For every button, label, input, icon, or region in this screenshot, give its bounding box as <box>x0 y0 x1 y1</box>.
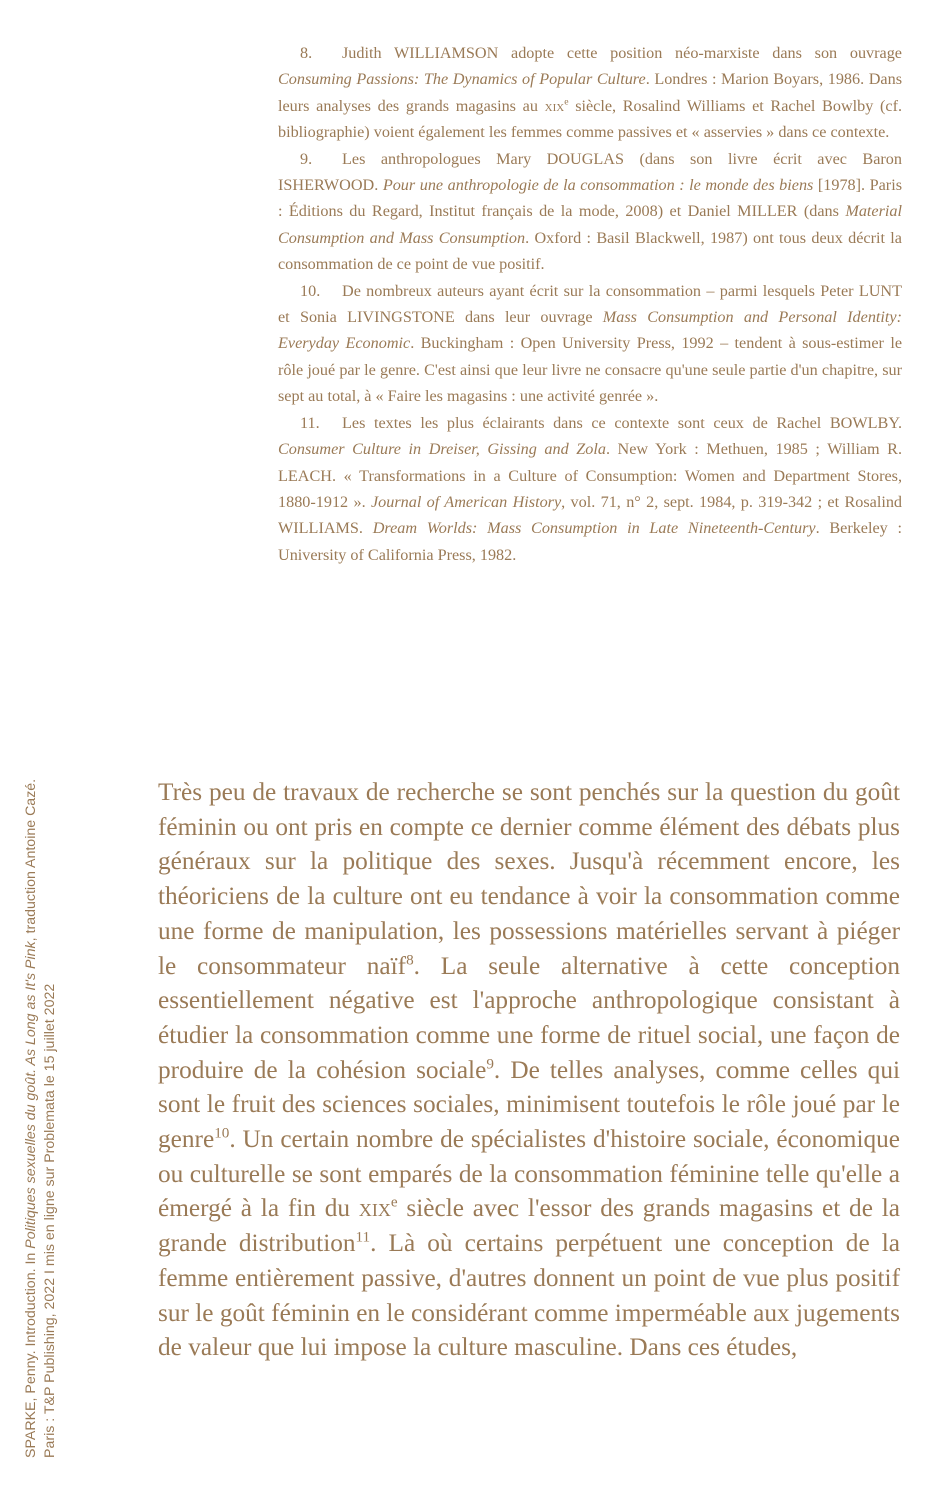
citation-line-1: SPARKE, Penny. Introduction. In Politiques sexuelles du goût. As Long as It's Pink, traduction Antoine Cazé. <box>23 778 39 1458</box>
footnote-8: 8. Judith WILLIAMSON adopte cette position néo-marxiste dans son ouvrage Consuming Passions: The Dynamics of Popular Culture. Londres : Marion Boyars, 1986. Dans leurs analyses des grands magasins au xix$^e$ siècle, Rosalind Williams et Rachel Bowlby (cf. bibliographie) voient également les femmes comme passives et « asservies » dans ce contexte. <box>278 40 902 146</box>
footnote-number: 8. <box>300 44 313 62</box>
footnote-ref-9[interactable]: 9 <box>486 1055 494 1073</box>
footnote-9: 9. Les anthropologues Mary DOUGLAS (dans son livre écrit avec Baron ISHERWOOD. Pour une anthropologie de la consommation : le monde des biens [1978]. Paris : Éditions du Regard, Institut français de la mode, 2008) et Daniel MILLER (dans Material Consumption and Mass Consumption. Oxford : Basil Blackwell, 1987) ont tous deux décrit la consommation de ce point de vue positif. <box>278 146 902 278</box>
footnote-number: 9. <box>300 149 313 168</box>
citation-title: Politiques sexuelles du goût. As Long as It's Pink <box>23 941 39 1249</box>
footnotes <box>278 40 902 568</box>
citation-line-2: Paris : T&P Publishing, 2022 I mis en ligne sur Problemata le 15 juillet 2022 <box>41 983 58 1458</box>
footnote-10: 10. De nombreux auteurs ayant écrit sur la consommation – parmi lesquels Peter LUNT et Sonia LIVINGSTONE dans leur ouvrage Mass Consumption and Personal Identity: Everyday Economic. Buckingham : Open University Press, 1992 – tendent à sous-estimer le rôle joué par le genre. C'est ainsi que leur livre ne consacre qu'une seule partie d'un chapitre, sur sept au total, à « Faire les magasins : une activité genrée ». <box>278 278 902 410</box>
footnote-ref-11[interactable]: 11 <box>355 1228 371 1246</box>
footnote-ref-8[interactable]: 8 <box>406 951 414 969</box>
body-paragraph: Très peu de travaux de recherche se sont penchés sur la question du goût féminin ou ont pris en compte ce dernier comme élément des débats plus généraux sur la politique des sexes. Jusqu'à récemment encore, les théoriciens de la culture ont eu tendance à voir la consommation comme une forme de manipulation, les possessions matérielles servant à piéger le consommateur naïf$^8$. La seule alternative à cette conception essentiellement négative est l'approche anthropologique consistant à étudier la consommation comme une forme de rituel social, une façon de produire de la cohésion sociale$^9$. De telles analyses, comme celles qui sont le fruit des sciences sociales, minimisent toutefois le rôle joué par le genre$^{10}$. Un certain nombre de spécialistes d'histoire sociale, économique ou culturelle se sont emparés de la consommation féminine telle qu'elle a émergé à la fin du xix$^e$ siècle avec l'essor des grands magasins et de la grande distribution$^{11}$. Là où certains perpétuent une conception de la femme entièrement passive, d'autres donnent un point de vue plus positif sur le goût féminin en le considérant comme imperméable aux jugements de valeur que lui impose la culture masculine. Dans ces études, <box>158 778 900 1362</box>
citation-sidebar <box>0 0 70 1500</box>
footnote-ref-10[interactable]: 10 <box>214 1124 230 1142</box>
footnote-11: 11. Les textes les plus éclairants dans ce contexte sont ceux de Rachel BOWLBY. Consumer Culture in Dreiser, Gissing and Zola. New York : Methuen, 1985 ; William R. LEACH. « Transformations in a Culture of Consumption: Women and Department Stores, 1880-1912 ». Journal of American History, vol. 71, n° 2, sept. 1984, p. 319-342 ; et Rosalind WILLIAMS. Dream Worlds: Mass Consumption in Late Nineteenth-Century. Berkeley : University of California Press, 1982. <box>278 410 902 568</box>
citation-text <box>22 658 59 1458</box>
footnote-number: 11. <box>300 413 320 432</box>
footnote-number: 10. <box>300 281 321 300</box>
